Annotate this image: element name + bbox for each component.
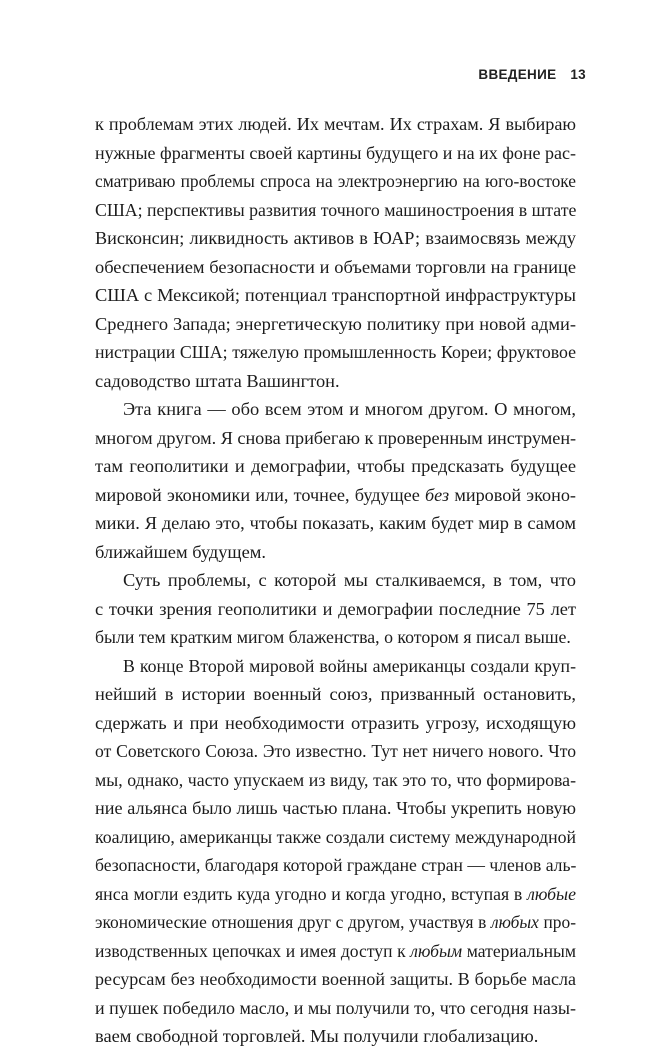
paragraph — [95, 566, 576, 652]
text-line: коалицию, американцы также создали систему международной — [95, 826, 576, 847]
text-line: от Советского Союза. Это известно. Тут нет ничего нового. Что — [95, 741, 576, 761]
text-segment: экономические отношения друг с другом, участвуя в — [95, 912, 491, 932]
text-line: к проблемам этих людей. Их мечтам. Их страхам. Я выбираю — [95, 114, 576, 134]
text-line: безопасности, благодаря которой граждане стран — членов аль- — [95, 855, 577, 875]
italic-emphasis: любым — [410, 940, 463, 961]
text-line — [95, 937, 576, 966]
body-text — [95, 110, 576, 1051]
text-segment: янса могли ездить куда угодно и когда угодно, вступая в — [95, 883, 528, 904]
text-line: мы, однако, часто упускаем из виду, так это то, что формирова- — [95, 769, 576, 790]
text-line: США с Мексикой; потенциал транспортной инфраструктуры — [95, 285, 576, 305]
text-line: Эта книга — обо всем этом и многом другом. О многом, — [123, 399, 576, 419]
text-line: В конце Второй мировой войны американцы создали круп- — [123, 655, 576, 676]
text-line — [95, 880, 576, 909]
page-number: 13 — [570, 67, 586, 82]
text-line: с точки зрения геополитики и демографии последние 75 лет — [95, 598, 576, 619]
text-line: там геополитики и демографии, чтобы предсказать будущее — [95, 456, 576, 476]
text-line: и пушек победило масло, и мы получили то, что сегодня назы- — [95, 997, 576, 1018]
text-line: ние альянса было лишь частью плана. Чтобы укрепить новую — [95, 798, 576, 818]
text-segment: изводственных цепочках и имея доступ к — [95, 940, 411, 961]
text-line: Суть проблемы, с которой мы сталкиваемся, в том, что — [123, 570, 576, 590]
text-line: обеспечением безопасности и объемами торговли на границе — [95, 256, 576, 277]
chapter-title: ВВЕДЕНИЕ — [478, 67, 557, 82]
italic-emphasis: любые — [527, 883, 576, 904]
text-line: ближайшем будущем. — [95, 541, 266, 562]
text-line: сдержать и при необходимости отразить угрозу, исходящую — [95, 712, 576, 733]
text-line: нужные фрагменты своей картины будущего и на их фоне рас- — [95, 142, 576, 163]
text-line — [95, 481, 576, 510]
text-line: нейший в истории военный союз, призванный остановить, — [95, 684, 576, 704]
text-line: ресурсам без необходимости военной защиты. В борьбе масла — [95, 969, 576, 989]
text-segment: мировой эконо- — [449, 484, 576, 505]
text-segment: про- — [538, 912, 576, 932]
text-line: садоводство штата Вашингтон. — [95, 370, 340, 391]
paragraph — [95, 395, 576, 566]
running-head — [478, 67, 586, 82]
italic-emphasis: без — [425, 484, 450, 505]
text-line: сматриваю проблемы спроса на электроэнергию на юго-востоке — [95, 171, 576, 191]
italic-emphasis: любых — [490, 912, 539, 932]
text-line: Висконсин; ликвидность активов в ЮАР; взаимосвязь между — [95, 228, 576, 248]
text-line: были тем кратким мигом блаженства, о котором я писал выше. — [95, 627, 571, 647]
text-line: США; перспективы развития точного машиностроения в штате — [95, 199, 577, 220]
text-line: многом другом. Я снова прибегаю к проверенным инструмен- — [95, 427, 577, 448]
text-line — [95, 908, 576, 937]
paragraph — [95, 110, 576, 395]
text-line: мики. Я делаю это, чтобы показать, каким будет мир в самом — [95, 513, 576, 533]
text-segment: мировой экономики или, точнее, будущее — [95, 484, 426, 505]
text-line: нистрации США; тяжелую промышленность Кореи; фруктовое — [95, 342, 576, 362]
paragraph — [95, 652, 576, 1051]
text-segment: материальным — [462, 940, 576, 961]
text-line: ваем свободной торговлей. Мы получили глобализацию. — [95, 1026, 539, 1046]
text-line: Среднего Запада; энергетическую политику при новой адми- — [95, 313, 576, 334]
